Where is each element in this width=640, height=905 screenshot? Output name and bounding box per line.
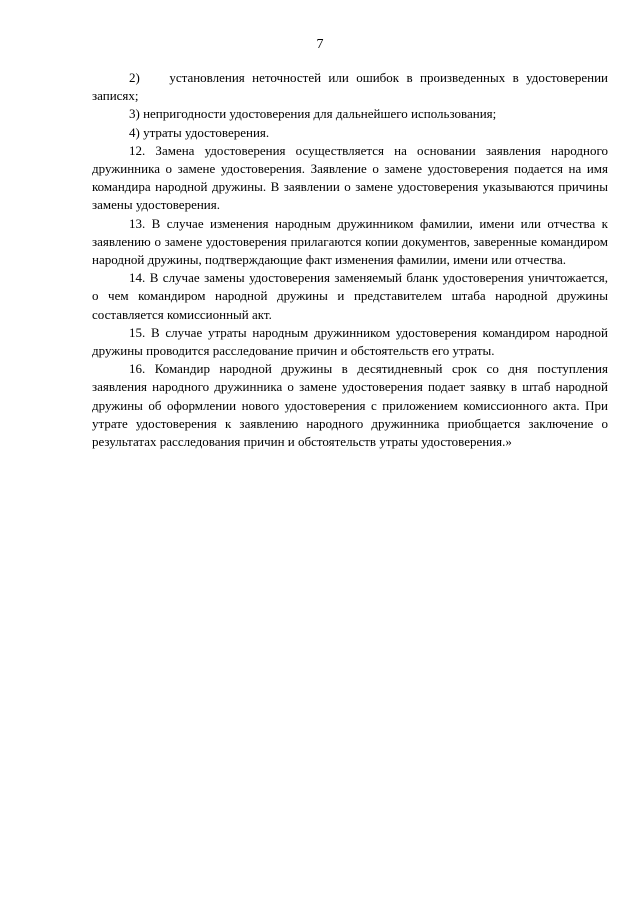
paragraph-item-2: 2) установления неточностей или ошибок в произведенных в удостоверении записях;	[92, 70, 608, 104]
paragraph-14: 14. В случае замены удостоверения заменяемый бланк удостоверения уничтожается, о чем командиром народной дружины и представителем штаба народной дружины составляется комиссионный акт.	[92, 270, 608, 322]
document-body	[92, 69, 608, 451]
page-number: 7	[316, 37, 324, 52]
paragraph-12: 12. Замена удостоверения осуществляется на основании заявления народного дружинника о замене удостоверения. Заявление о замене удостоверения подается на имя командира народной дружины. В заявлении о замене удостоверения указываются причины замены удостоверения.	[92, 142, 608, 213]
paragraph-15: 15. В случае утраты народным дружинником удостоверения командиром народной дружины проводится расследование причин и обстоятельств его утраты.	[92, 324, 608, 359]
paragraph-16: 16. Командир народной дружины в десятидневный срок со дня поступления заявления народного дружинника о замене удостоверения подает заявку в штаб народной дружины об оформлении нового удостоверения с приложением комиссионного акта. При утрате удостоверения к заявлению народного дружинника приобщается заключение о результатах расследования причин и обстоятельств утраты удостоверения.»	[92, 361, 608, 450]
paragraph-item-4: 4) утраты удостоверения.	[129, 124, 270, 140]
paragraph-13: 13. В случае изменения народным дружинником фамилии, имени или отчества к заявлению о замене удостоверения прилагаются копии документов, заверенные командиром народной дружины, подтверждающие факт изменения фамилии, имени или отчества.	[92, 215, 608, 268]
paragraph-item-3: 3) непригодности удостоверения для дальнейшего использования;	[129, 106, 497, 122]
